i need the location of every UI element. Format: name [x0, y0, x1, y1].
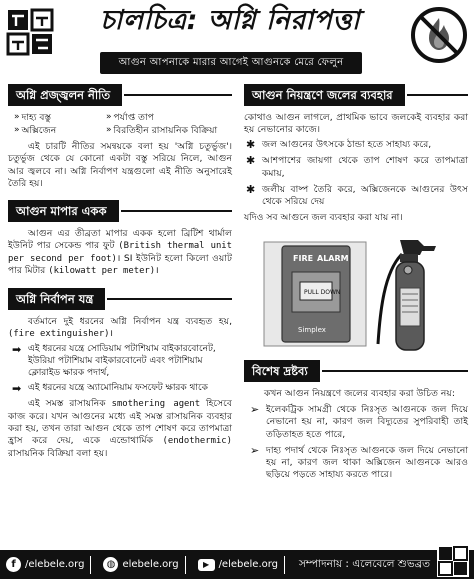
arrowhead-icon: ➢ — [250, 403, 260, 417]
list-item: » বিরতিহীন রাসায়নিক বিক্রিয়া — [106, 125, 218, 137]
asterisk-icon: ✱ — [246, 154, 256, 168]
chevron-icon: » — [106, 125, 110, 136]
heading-rule — [107, 298, 232, 300]
extinguisher-section — [8, 288, 232, 459]
alarm-fire-label: FIRE — [293, 254, 314, 264]
list-item: » অক্সিজেন — [14, 125, 57, 137]
fire-alarm-image — [262, 240, 368, 348]
ignition-principle-section — [8, 84, 232, 190]
bullet-list — [250, 404, 468, 481]
paragraph: এই সমস্ত রাসায়নিক smothering agent হিসেবে কাজ করে। যখন আগুনের মধ্যে এই সমস্ত রাসায়নিক ব্যবহার করা হয়, তখন তারা আগুন থেকে তাপ শোষণ করে তাপমাত্রা হ্রাস করে দেয়, একে এন্ডোথার্মিক (endothermic) রাসায়নিক বিক্রিয়া বলা হয়। — [8, 397, 232, 459]
section-heading — [8, 200, 232, 222]
paragraph: আগুন এর তীব্রতা মাপার একক হলো ব্রিটিশ থার্মাল ইউনিট পার সেকেন্ড পার ফুট (British thermal unit per second per foot)। SI ইউনিট হলো কিলো ওয়াট পার মিটার (kilowatt per meter)। — [8, 227, 232, 277]
heading-rule — [121, 210, 232, 212]
youtube-link[interactable]: ▶ /elebele.org — [198, 558, 278, 571]
list-item: ➢ দাহ্য পদার্থ থেকে নিঃসৃত আগুনকে জল দিয়ে নেভানো হয় না, কারণ জল থাকা অক্সিজেন আগুনকে আরও ছড়িয়ে পড়তে সাহায্য করতে পারে। — [250, 443, 468, 480]
arrow-right-icon: ➡ — [12, 343, 22, 357]
fire-unit-section — [8, 200, 232, 278]
arrowhead-icon: ➢ — [250, 443, 260, 457]
section-title: আগুন নিয়ন্ত্রণে জলের ব্যবহার — [244, 84, 405, 106]
brand-label: Simplex — [298, 326, 326, 335]
section-heading — [244, 360, 468, 382]
chevron-icon: » — [14, 125, 18, 136]
heading-rule — [407, 94, 468, 96]
section-title: অগ্নি নির্বাপন যন্ত্র — [8, 288, 105, 310]
list-item: ✱ জল আগুনের উৎসকে ঠান্ডা হতে সাহায্য করে, — [246, 138, 432, 152]
header — [0, 0, 474, 82]
equipment-images — [244, 232, 468, 354]
pull-down-label: PULL DOWN — [304, 289, 341, 297]
website-link[interactable]: ◍ elebele.org — [103, 557, 178, 572]
globe-icon: ◍ — [103, 557, 118, 572]
section-heading — [8, 84, 232, 106]
list-item: ✱ জলীয় বাষ্প তৈরি করে, অক্সিজেনকে আগুনের উৎস থেকে সরিয়ে দেয় — [246, 182, 468, 207]
left-column — [8, 84, 232, 460]
no-fire-icon — [410, 6, 468, 64]
chevron-icon: » — [14, 112, 18, 123]
list-item: ➡ এই ধরনের যন্ত্রে সোডিয়াম পটাশিয়াম বাইকারবোনেট, ইউরিয়া পটাশিয়াম বাইকারবোনেট এবং পটাশিয়াম ক্লোরাইড ক্ষারক পদার্থ, — [12, 343, 216, 378]
bullet-list — [246, 139, 468, 208]
asterisk-icon: ✱ — [246, 182, 256, 196]
paragraph: কখন আগুন নিয়ন্ত্রণে জলের ব্যবহার করা উচিত নয়: — [264, 388, 455, 400]
list-item: ➢ ইলেকট্রিক সামগ্রী থেকে নিঃসৃত আগুনকে জল দিয়ে নেভানো হয় না, কারণ জল বিদ্যুতের সুপরিবাহী তাই তড়িতাহত হতে পারে, — [250, 403, 468, 440]
list-item: » দাহ্য বস্তু — [14, 112, 52, 123]
heading-rule — [124, 94, 232, 96]
paragraph: কোথাও আগুন লাগলে, প্রাথমিক ভাবে জলকেই ব্যবহার করা হয় নেভানোর কাজে। — [244, 112, 468, 136]
asterisk-icon: ✱ — [246, 138, 256, 152]
elebele-logo — [6, 8, 54, 56]
section-title: অগ্নি প্রজ্জ্বলন নীতি — [8, 84, 122, 106]
section-title: বিশেষ দ্রষ্টব্য — [244, 360, 320, 382]
page-title: চালচিত্র: অগ্নি নিরাপত্তা — [99, 5, 361, 36]
section-heading — [8, 288, 232, 310]
footer — [0, 550, 474, 579]
list-item: ✱ আশপাশের জায়গা থেকে তাপ শোষণ করে তাপমাত্রা কমায়, — [246, 154, 468, 179]
facebook-icon: f — [6, 557, 21, 572]
slogan-banner: আগুন আপনাকে মারার আগেই আগুনকে মেরে ফেলুন — [100, 52, 362, 74]
editor-credit: সম্পাদনায় : এলেবেলে শুভব্রত — [298, 557, 430, 570]
paragraph: বর্তমানে দুই ধরনের অগ্নি নির্বাপন যন্ত্র ব্যবহৃত হয়, (fire extinguisher)। — [8, 316, 232, 340]
right-column — [244, 84, 468, 485]
note-text: যদিও সব আগুনে জল ব্যবহার করা যায় না। — [244, 211, 403, 223]
list-item: » পর্যাপ্ত তাপ — [106, 112, 154, 123]
arrow-right-icon: ➡ — [12, 381, 22, 395]
facebook-link[interactable]: f /elebele.org — [6, 557, 84, 572]
section-heading — [244, 84, 468, 106]
heading-rule — [322, 370, 468, 372]
water-use-section — [244, 84, 468, 224]
divider — [90, 556, 91, 574]
list-item: ➡ এই ধরনের যন্ত্রে অ্যামোনিয়াম ফসফেট ক্ষারক থাকে — [12, 381, 208, 395]
fire-extinguisher-image — [374, 232, 446, 354]
divider — [284, 556, 285, 574]
divider — [185, 556, 186, 574]
paragraph: এই চারটি নীতির সমন্বয়কে বলা হয় 'অগ্নি চতুর্ভুজ'। চতুর্ভুজ থেকে যে কোনো একটা বস্তু সরিয়ে নিলে, আগুন আর জ্বলবে না। অগ্নি নির্বাপণ যন্ত্রগুলো এই নীতি অনুসারেই তৈরি হয়। — [8, 141, 232, 189]
fire-tetrahedron-list — [14, 112, 232, 137]
special-note-section — [244, 360, 468, 481]
elebele-logo-small — [436, 544, 470, 578]
section-title: আগুন মাপার একক — [8, 200, 119, 222]
alarm-alarm-label: ALARM — [317, 254, 349, 264]
chevron-icon: » — [106, 112, 110, 123]
youtube-icon: ▶ — [198, 559, 215, 571]
